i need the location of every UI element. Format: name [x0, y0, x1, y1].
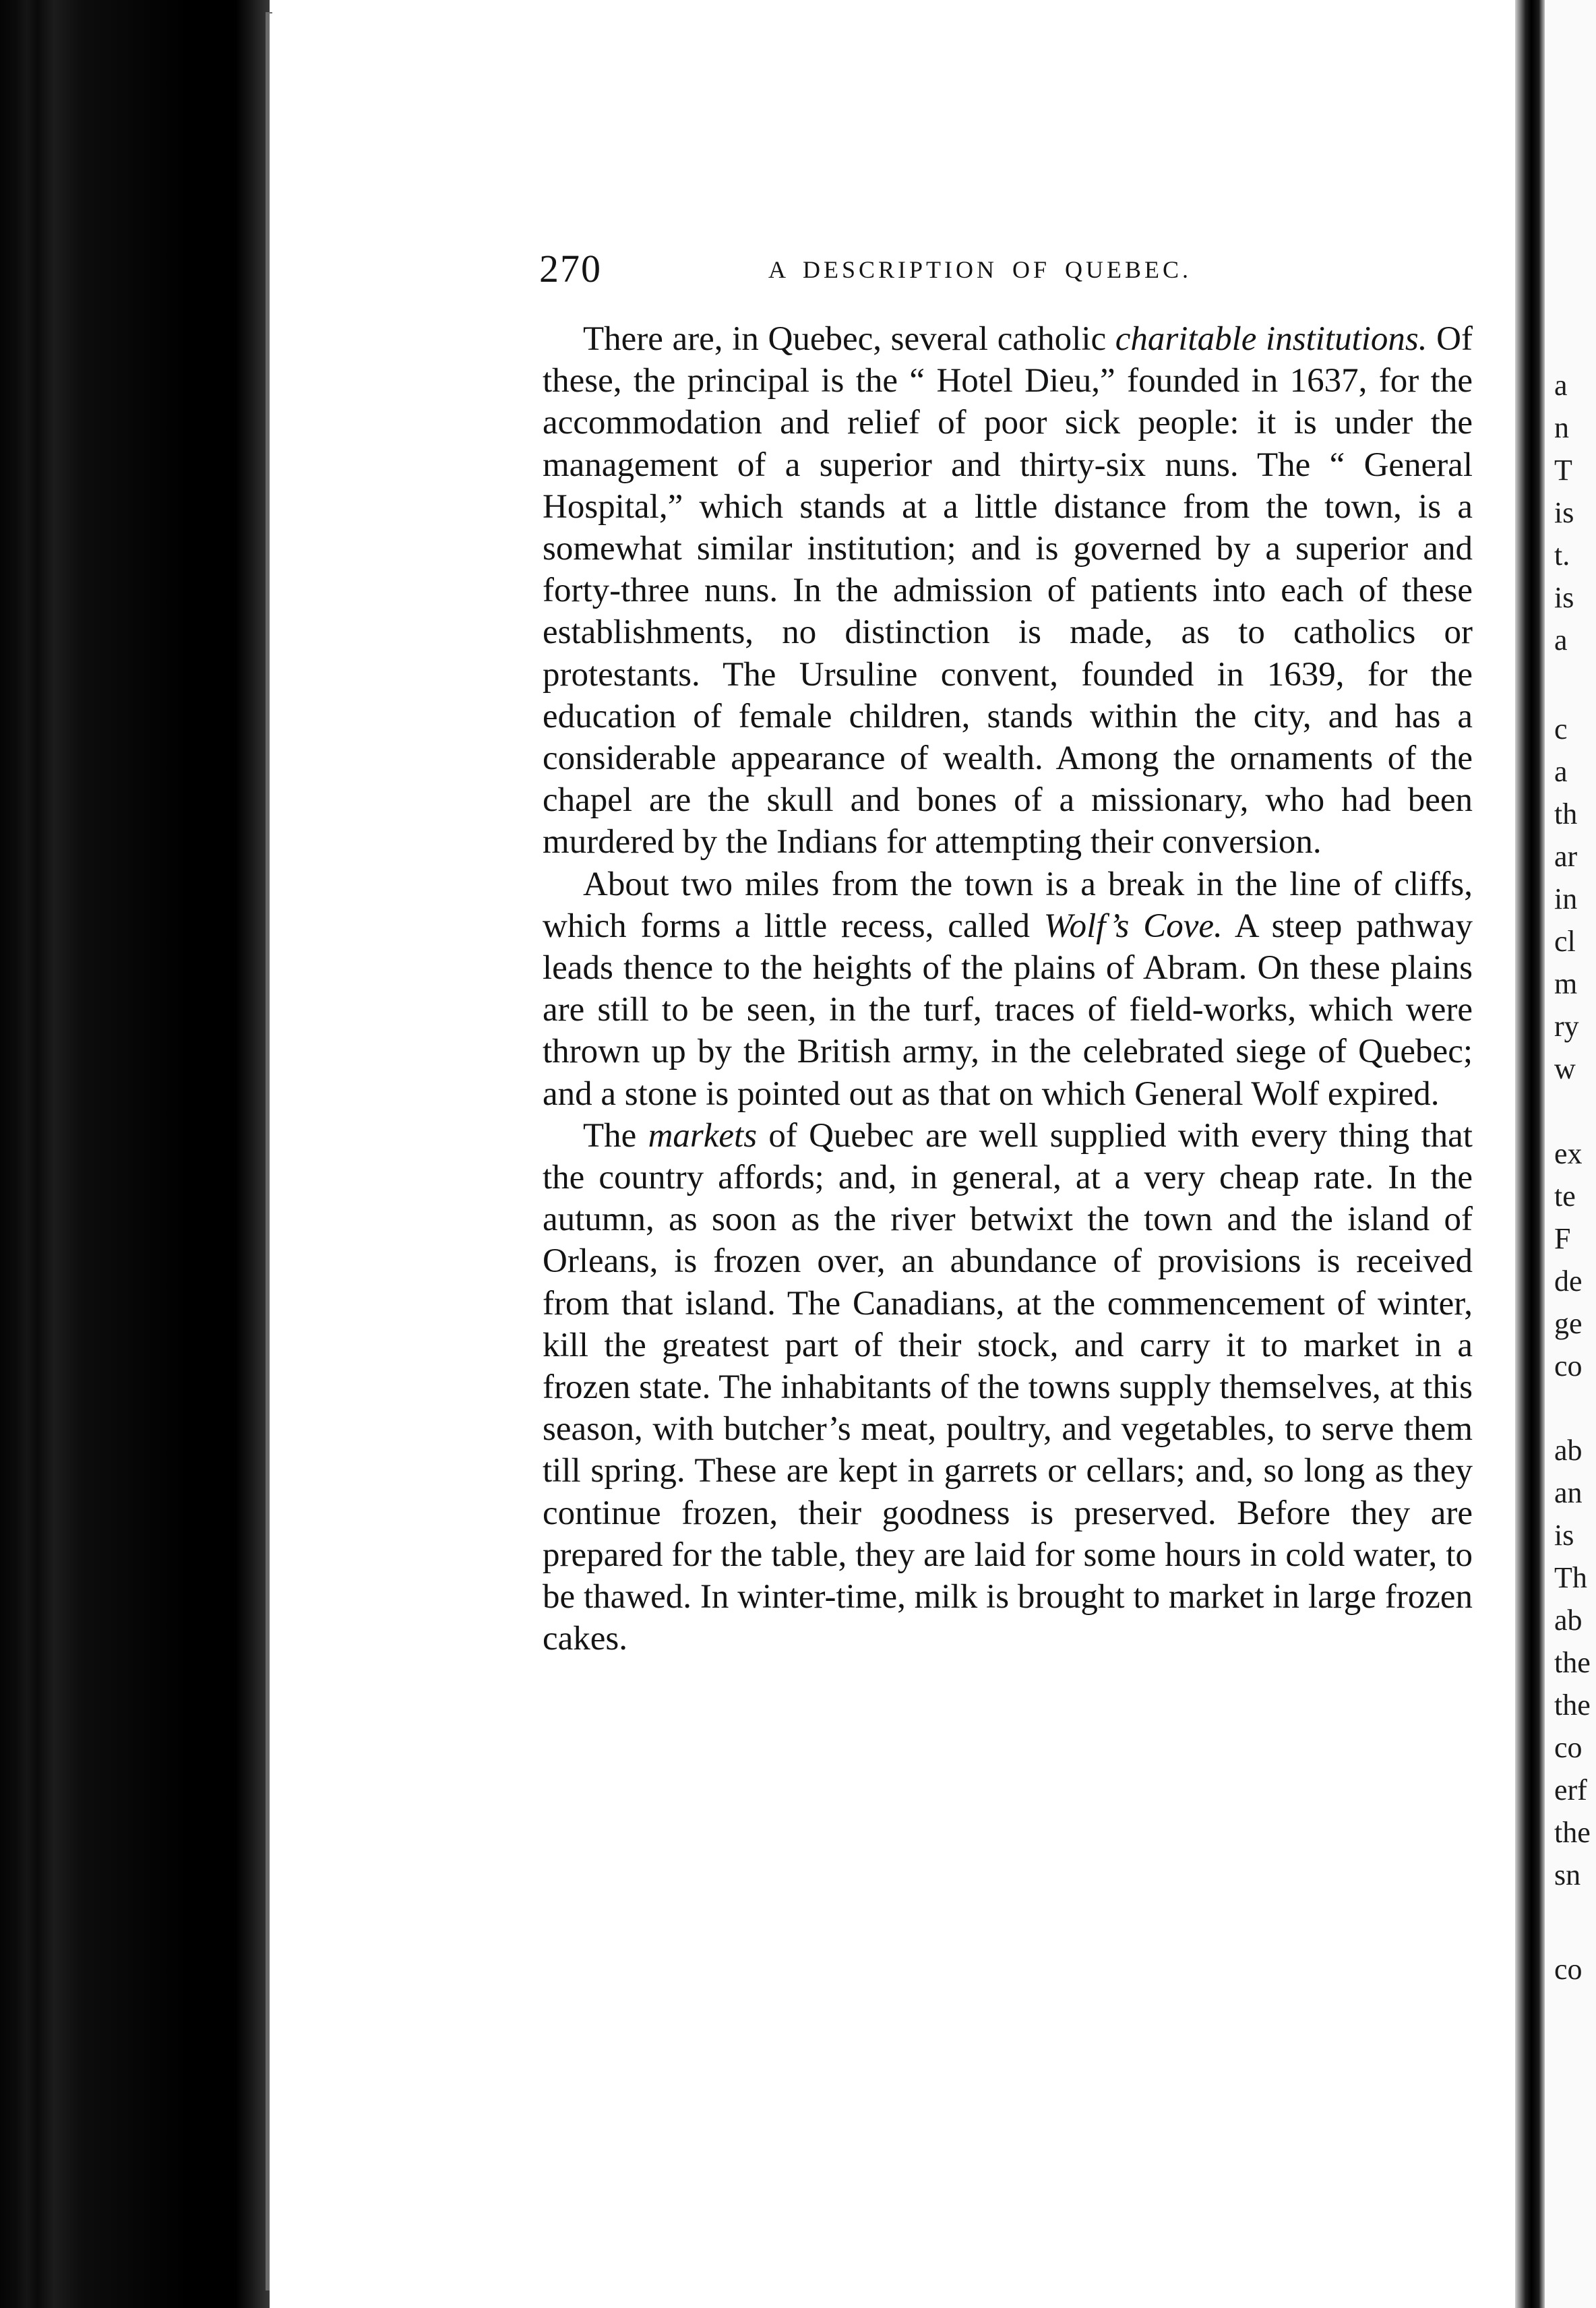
next-page-fragment: ge [1554, 1307, 1583, 1340]
page-header [539, 246, 1496, 293]
next-page-fragment: de [1554, 1265, 1583, 1298]
next-page-fragment: te [1554, 1180, 1576, 1213]
text-segment: About two miles from the town is a break in the line of cliffs, which forms a little recess, called [543, 865, 1473, 945]
next-page-fragment: ab [1554, 1604, 1583, 1637]
page-number: 270 [539, 247, 602, 291]
next-page-fragment: ex [1554, 1137, 1583, 1170]
paragraph-wolfs-cove [543, 863, 1473, 1115]
running-title: A DESCRIPTION OF QUEBEC. [768, 256, 1192, 283]
next-page-fragment: erf [1554, 1773, 1587, 1806]
next-page-fragment: an [1554, 1476, 1583, 1509]
next-page-fragment: th [1554, 797, 1578, 830]
next-page-fragment: the [1554, 1689, 1591, 1722]
body-text [543, 318, 1473, 1660]
next-page-fragment: the [1554, 1816, 1591, 1849]
next-page-fragment: F [1554, 1222, 1571, 1255]
next-page-fragment: ab [1554, 1434, 1583, 1467]
text-segment: Of these, the principal is the “ Hotel Dieu,” founded in 1637, for the accommodation and relief of poor sick people: it is under the management of a superior and thirty-six nuns. The “ General Hospital,” which stands at a little distance from the town, is a somewhat similar institution; and is governed by a superior and forty-three nuns. In the admission of patients into each of these establishments, no distinction is made, as to catholics or protestants. The Ursuline convent, founded in 1639, for the education of female children, stands within the city, and has a considerable appearance of wealth. Among the ornaments of the chapel are the skull and bones of a missionary, who had been murdered by the Indians for attempting their conversion. [543, 320, 1473, 861]
next-page-fragment: T [1554, 454, 1572, 487]
next-page-fragment: the [1554, 1646, 1591, 1679]
next-page-fragment: co [1554, 1731, 1583, 1764]
next-page-fragment: c [1554, 712, 1568, 746]
italic-term: Wolf’s Cove. [1043, 907, 1223, 945]
paragraph-charitable-institutions [543, 318, 1473, 863]
next-page-fragment: t. [1554, 539, 1570, 572]
book-gutter [1515, 0, 1545, 2308]
text-segment: of Quebec are well supplied with every thing that the country affords; and, in general, at a very cheap rate. In the autumn, as soon as the river betwixt the town and the island of Orleans, is frozen over, an abundance of provisions is received from that island. The Canadians, at the commencement of winter, kill the greatest part of their stock, and carry it to market in a frozen state. The inhabitants of the towns supply themselves, at this season, with butcher’s meat, poultry, and vegetables, to serve them till spring. These are kept in garrets or cellars; and, so long as they continue frozen, their goodness is preserved. Before they are prepared for the table, they are laid for some hours in cold water, to be thawed. In winter-time, milk is brought to market in large frozen cakes. [543, 1116, 1473, 1658]
next-page-fragment: a [1554, 369, 1568, 402]
next-page-fragment: co [1554, 1349, 1583, 1383]
next-page-fragment: cl [1554, 925, 1576, 958]
next-page-fragment: co [1554, 1953, 1583, 1986]
next-page-fragment: in [1554, 882, 1578, 915]
next-page-edge [1545, 0, 1596, 2308]
next-page-fragment: is [1554, 496, 1574, 529]
next-page-fragment: ar [1554, 840, 1578, 873]
scanner-background [0, 0, 270, 2308]
text-segment: The [583, 1116, 648, 1155]
italic-term: charitable institutions. [1115, 320, 1428, 358]
next-page-fragment: a [1554, 624, 1568, 657]
text-segment: A steep pathway leads thence to the heights of the plains of Abram. On these plains are still to be seen, in the turf, traces of field-works, which were thrown up by the British army, in the celebrated siege of Quebec; and a stone is pointed out as that on which General Wolf expired. [543, 907, 1473, 1113]
next-page-fragment: n [1554, 411, 1569, 444]
next-page-fragment: is [1554, 1519, 1574, 1552]
next-page-fragment: is [1554, 581, 1574, 614]
next-page-fragment: m [1554, 967, 1578, 1000]
text-segment: There are, in Quebec, several catholic [583, 320, 1115, 358]
next-page-fragment: a [1554, 755, 1568, 788]
next-page-fragment: sn [1554, 1858, 1581, 1891]
paragraph-markets [543, 1115, 1473, 1660]
next-page-fragment: w [1554, 1052, 1576, 1085]
next-page-fragment: ry [1554, 1010, 1579, 1043]
italic-term: markets [648, 1116, 758, 1155]
next-page-fragment: Th [1554, 1561, 1587, 1594]
